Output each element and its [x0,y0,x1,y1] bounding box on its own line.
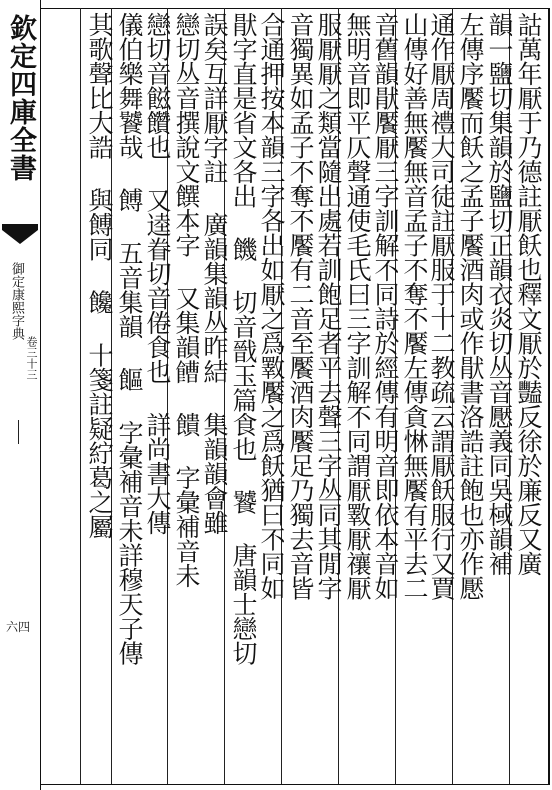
text-column-1: 詁萬年厭于乃德註厭飫也釋文厭於豔反徐於廉反又廣 [514,12,543,576]
frame-top-border [40,8,548,9]
text-column-11: 猒字直是省文各出 饑 切音戩玉篇食也 饕 唐韻士戀切 [229,12,258,665]
text-column-7: 無明音即平仄聲通使毛氏曰三字訓解不同謂厭斁厭禳厭 [343,12,372,600]
margin-volume: 卷三十三 [25,336,38,380]
text-column-16: 其歌聲比大誥 與餺同 饞 十箋註疑紵葛之屬 [85,12,114,539]
text-column-2: 韻一鹽切集韻於鹽切正韻衣炎切丛音懕義同吳棫韻補 [485,12,514,576]
margin-divider [18,420,19,444]
fishtail-mark-icon [0,222,40,252]
text-column-15: 儀伯樂舞饕哉 餺 五音集韻 饇 字彙補音未詳穆天子傳 [115,12,144,665]
text-column-3: 左傳序饜而飫之孟子饜酒肉或作猒書洛誥註飽也亦作懕 [456,12,485,600]
margin-title: 欽定四庫全書 [5,14,36,182]
text-column-13: 戀切丛音撰說文饌本字 又集韻𩞄 饋 字彙補音未 [172,12,201,588]
frame-right-border [548,8,550,785]
margin-page-number: 六四 [5,620,30,634]
text-column-12: 誤矣互詳厭字註 廣韻集韻丛昨結 集韻韻會雖 [200,12,229,535]
text-column-17 [48,12,82,784]
text-column-6: 音舊韻猒饜厭三字訓解不同詩於經傳有明音即依本音如 [371,12,400,600]
text-column-5: 山傳好善無饜無音孟子不奪不饜左傳貪惏無饜有平去二 [400,12,429,600]
frame-left-border [40,0,41,790]
text-column-14: 戀切音𩝐饡也 又逵眷切音倦食也 詳尚書大傳 [143,12,172,535]
text-column-9: 音獨異如孟子不奪不饜有二音至饜酒肉饜足乃獨去音皆 [286,12,315,600]
frame-bottom-border [40,784,548,785]
text-column-10: 合通押按本韻三字各出如厭之爲斁饜之爲飫猶曰不同如 [257,12,286,600]
text-column-8: 服厭厭之類當隨出處若訓飽足者平去聲三字丛同其閒字 [314,12,343,600]
text-column-4: 通作厭周禮大司徒註厭服于十二教疏云謂厭飫服行又賈 [427,12,456,600]
margin-book-title: 御定康熙字典 [9,262,24,340]
